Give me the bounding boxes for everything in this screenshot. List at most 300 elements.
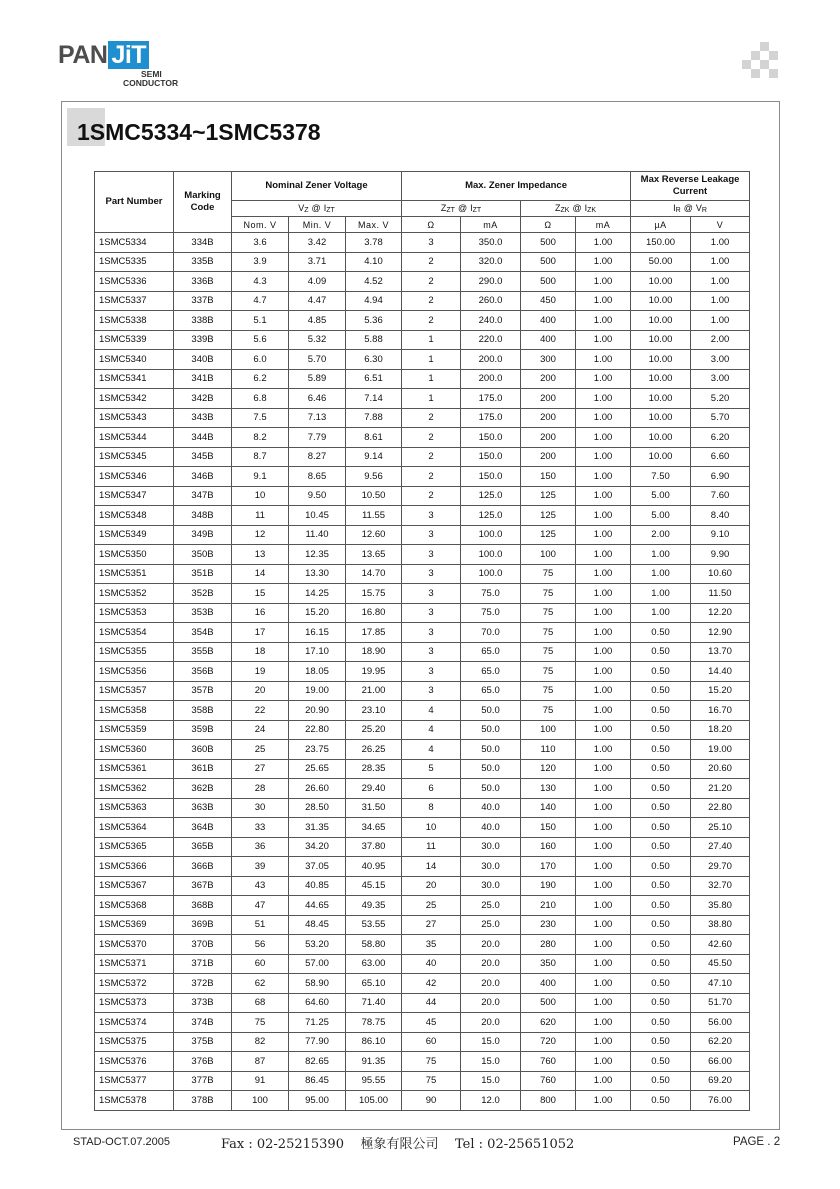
table-cell: 365B: [174, 837, 232, 857]
table-cell: 400: [521, 311, 576, 331]
page-title: 1SMC5334~1SMC5378: [77, 119, 321, 145]
table-cell: 8: [402, 798, 461, 818]
table-cell: 7.60: [691, 486, 750, 506]
table-cell: 37.05: [289, 857, 346, 877]
table-cell: 0.50: [631, 1091, 691, 1111]
table-cell: 76.00: [691, 1091, 750, 1111]
table-cell: 10.00: [631, 428, 691, 448]
table-cell: 1.00: [576, 564, 631, 584]
table-cell: 8.40: [691, 506, 750, 526]
table-cell: 1.00: [631, 603, 691, 623]
part-number-cell: 1SMC5363: [95, 798, 174, 818]
table-cell: 20: [402, 876, 461, 896]
table-cell: 0.50: [631, 720, 691, 740]
table-row: [95, 915, 750, 935]
table-cell: 1: [402, 350, 461, 370]
table-cell: 100.0: [461, 564, 521, 584]
table-cell: 375B: [174, 1032, 232, 1052]
table-cell: 15.75: [346, 584, 402, 604]
table-row: [95, 1052, 750, 1072]
table-row: [95, 603, 750, 623]
table-cell: 0.50: [631, 896, 691, 916]
table-cell: 6.30: [346, 350, 402, 370]
table-row: [95, 681, 750, 701]
table-cell: 353B: [174, 603, 232, 623]
table-cell: 62: [232, 974, 289, 994]
table-row: [95, 1071, 750, 1091]
table-cell: 20.90: [289, 701, 346, 721]
table-cell: 64.60: [289, 993, 346, 1013]
table-cell: 200.0: [461, 369, 521, 389]
part-number-cell: 1SMC5364: [95, 818, 174, 838]
table-row: [95, 272, 750, 292]
table-cell: 25.0: [461, 896, 521, 916]
table-cell: 125: [521, 486, 576, 506]
table-cell: 5.89: [289, 369, 346, 389]
table-cell: 361B: [174, 759, 232, 779]
table-cell: 3: [402, 623, 461, 643]
part-number-cell: 1SMC5353: [95, 603, 174, 623]
table-cell: 1.00: [576, 311, 631, 331]
table-cell: 260.0: [461, 291, 521, 311]
part-number-cell: 1SMC5334: [95, 233, 174, 253]
table-cell: 290.0: [461, 272, 521, 292]
table-cell: 500: [521, 993, 576, 1013]
table-row: [95, 740, 750, 760]
company-logo: [58, 40, 198, 90]
table-row: [95, 311, 750, 331]
unit-cell: Ω: [521, 217, 576, 233]
decorative-squares-icon: [742, 42, 782, 80]
table-cell: 18.20: [691, 720, 750, 740]
table-cell: 19.95: [346, 662, 402, 682]
table-cell: 355B: [174, 642, 232, 662]
unit-cell: mA: [461, 217, 521, 233]
table-cell: 95.55: [346, 1071, 402, 1091]
part-number-cell: 1SMC5355: [95, 642, 174, 662]
table-cell: 2: [402, 291, 461, 311]
table-cell: 16.80: [346, 603, 402, 623]
table-cell: 346B: [174, 467, 232, 487]
table-cell: 45.15: [346, 876, 402, 896]
table-cell: 3: [402, 584, 461, 604]
table-cell: 4: [402, 701, 461, 721]
unit-cell: Ω: [402, 217, 461, 233]
table-cell: 11.50: [691, 584, 750, 604]
table-cell: 4: [402, 740, 461, 760]
header-max-reverse-leakage: Max Reverse Leakage Current: [631, 172, 750, 201]
table-cell: 9.56: [346, 467, 402, 487]
table-cell: 33: [232, 818, 289, 838]
table-cell: 7.5: [232, 408, 289, 428]
table-cell: 4.10: [346, 252, 402, 272]
part-number-cell: 1SMC5335: [95, 252, 174, 272]
table-cell: 48.45: [289, 915, 346, 935]
table-cell: 6.0: [232, 350, 289, 370]
table-cell: 344B: [174, 428, 232, 448]
part-number-cell: 1SMC5337: [95, 291, 174, 311]
table-cell: 150: [521, 467, 576, 487]
table-cell: 150: [521, 818, 576, 838]
table-cell: 18.90: [346, 642, 402, 662]
table-cell: 40.85: [289, 876, 346, 896]
table-cell: 0.50: [631, 642, 691, 662]
table-cell: 14: [232, 564, 289, 584]
table-cell: 56.00: [691, 1013, 750, 1033]
table-cell: 78.75: [346, 1013, 402, 1033]
table-cell: 75: [521, 564, 576, 584]
table-cell: 0.50: [631, 974, 691, 994]
table-cell: 51.70: [691, 993, 750, 1013]
table-cell: 760: [521, 1071, 576, 1091]
table-cell: 378B: [174, 1091, 232, 1111]
table-cell: 335B: [174, 252, 232, 272]
table-cell: 75: [521, 642, 576, 662]
table-cell: 5.88: [346, 330, 402, 350]
part-number-cell: 1SMC5356: [95, 662, 174, 682]
table-cell: 50.0: [461, 779, 521, 799]
table-cell: 364B: [174, 818, 232, 838]
part-number-cell: 1SMC5352: [95, 584, 174, 604]
table-cell: 24: [232, 720, 289, 740]
table-cell: 8.65: [289, 467, 346, 487]
table-cell: 2: [402, 408, 461, 428]
table-cell: 3: [402, 681, 461, 701]
table-cell: 35.80: [691, 896, 750, 916]
table-cell: 5.1: [232, 311, 289, 331]
table-cell: 30.0: [461, 876, 521, 896]
table-cell: 11.55: [346, 506, 402, 526]
part-number-cell: 1SMC5373: [95, 993, 174, 1013]
table-cell: 25.10: [691, 818, 750, 838]
table-cell: 65.0: [461, 681, 521, 701]
table-row: [95, 623, 750, 643]
table-cell: 3: [402, 233, 461, 253]
part-number-cell: 1SMC5351: [95, 564, 174, 584]
table-cell: 16: [232, 603, 289, 623]
table-cell: 3: [402, 545, 461, 565]
table-cell: 20: [232, 681, 289, 701]
unit-cell: Max. V: [346, 217, 402, 233]
unit-cell: mA: [576, 217, 631, 233]
table-cell: 5.70: [691, 408, 750, 428]
table-cell: 60: [232, 954, 289, 974]
table-cell: 13.30: [289, 564, 346, 584]
table-cell: 1.00: [576, 486, 631, 506]
table-cell: 21.20: [691, 779, 750, 799]
table-cell: 13.65: [346, 545, 402, 565]
table-cell: 1.00: [576, 701, 631, 721]
table-cell: 3: [402, 642, 461, 662]
table-cell: 25.20: [346, 720, 402, 740]
table-cell: 3: [402, 564, 461, 584]
table-cell: 87: [232, 1052, 289, 1072]
table-cell: 1.00: [691, 252, 750, 272]
table-cell: 20.60: [691, 759, 750, 779]
table-cell: 9.1: [232, 467, 289, 487]
table-cell: 27.40: [691, 837, 750, 857]
table-cell: 40.0: [461, 798, 521, 818]
table-cell: 720: [521, 1032, 576, 1052]
table-cell: 366B: [174, 857, 232, 877]
table-cell: 90: [402, 1091, 461, 1111]
table-cell: 56: [232, 935, 289, 955]
table-cell: 362B: [174, 779, 232, 799]
table-cell: 300: [521, 350, 576, 370]
table-cell: 1.00: [691, 291, 750, 311]
table-cell: 1: [402, 330, 461, 350]
table-cell: 1.00: [576, 525, 631, 545]
table-cell: 2: [402, 311, 461, 331]
logo-jit: JiT: [108, 41, 149, 69]
table-cell: 350: [521, 954, 576, 974]
table-cell: 175.0: [461, 408, 521, 428]
table-cell: 1.00: [576, 837, 631, 857]
table-cell: 75: [402, 1052, 461, 1072]
table-cell: 16.15: [289, 623, 346, 643]
table-cell: 9.10: [691, 525, 750, 545]
table-cell: 28.35: [346, 759, 402, 779]
table-cell: 0.50: [631, 681, 691, 701]
subheader-zzk-izk: ZZK @ IZK: [521, 201, 631, 217]
table-cell: 100: [521, 720, 576, 740]
table-cell: 10.00: [631, 408, 691, 428]
table-cell: 1.00: [576, 233, 631, 253]
table-cell: 91.35: [346, 1052, 402, 1072]
table-cell: 11: [402, 837, 461, 857]
table-cell: 363B: [174, 798, 232, 818]
table-cell: 39: [232, 857, 289, 877]
table-cell: 1.00: [576, 467, 631, 487]
table-cell: 0.50: [631, 915, 691, 935]
table-row: [95, 779, 750, 799]
part-number-cell: 1SMC5371: [95, 954, 174, 974]
table-row: [95, 1032, 750, 1052]
subheader-zzt-izt: ZZT @ IZT: [402, 201, 521, 217]
table-cell: 367B: [174, 876, 232, 896]
table-cell: 25.0: [461, 915, 521, 935]
table-cell: 3.78: [346, 233, 402, 253]
table-cell: 200: [521, 369, 576, 389]
table-cell: 15.0: [461, 1052, 521, 1072]
table-cell: 1.00: [576, 798, 631, 818]
table-row: [95, 935, 750, 955]
table-cell: 7.13: [289, 408, 346, 428]
table-cell: 370B: [174, 935, 232, 955]
table-row: [95, 876, 750, 896]
table-cell: 1.00: [576, 642, 631, 662]
table-cell: 75: [521, 662, 576, 682]
table-cell: 75: [232, 1013, 289, 1033]
table-cell: 339B: [174, 330, 232, 350]
table-cell: 200.0: [461, 350, 521, 370]
table-cell: 0.50: [631, 1032, 691, 1052]
table-cell: 1.00: [576, 1013, 631, 1033]
header-max-zener-impedance: Max. Zener Impedance: [402, 172, 631, 201]
table-cell: 49.35: [346, 896, 402, 916]
table-cell: 15.20: [289, 603, 346, 623]
table-cell: 6.51: [346, 369, 402, 389]
part-number-cell: 1SMC5339: [95, 330, 174, 350]
table-cell: 0.50: [631, 779, 691, 799]
table-cell: 77.90: [289, 1032, 346, 1052]
footer-doc-code: STAD-OCT.07.2005: [73, 1136, 171, 1148]
table-cell: 400: [521, 330, 576, 350]
table-row: [95, 486, 750, 506]
table-cell: 371B: [174, 954, 232, 974]
table-cell: 91: [232, 1071, 289, 1091]
table-cell: 1.00: [576, 603, 631, 623]
table-cell: 65.0: [461, 662, 521, 682]
table-row: [95, 993, 750, 1013]
table-cell: 50.0: [461, 720, 521, 740]
part-number-cell: 1SMC5346: [95, 467, 174, 487]
part-number-cell: 1SMC5362: [95, 779, 174, 799]
table-cell: 0.50: [631, 954, 691, 974]
table-cell: 44.65: [289, 896, 346, 916]
table-cell: 0.50: [631, 740, 691, 760]
table-cell: 500: [521, 233, 576, 253]
table-cell: 620: [521, 1013, 576, 1033]
table-cell: 1.00: [576, 291, 631, 311]
table-cell: 4.85: [289, 311, 346, 331]
table-cell: 200: [521, 428, 576, 448]
table-cell: 60: [402, 1032, 461, 1052]
table-cell: 18.05: [289, 662, 346, 682]
table-cell: 30.0: [461, 857, 521, 877]
table-cell: 40.0: [461, 818, 521, 838]
table-cell: 20.0: [461, 974, 521, 994]
table-cell: 3.6: [232, 233, 289, 253]
table-cell: 51: [232, 915, 289, 935]
table-cell: 31.50: [346, 798, 402, 818]
table-cell: 15.0: [461, 1071, 521, 1091]
table-cell: 66.00: [691, 1052, 750, 1072]
table-cell: 358B: [174, 701, 232, 721]
table-cell: 350.0: [461, 233, 521, 253]
table-cell: 0.50: [631, 876, 691, 896]
table-cell: 5.32: [289, 330, 346, 350]
table-cell: 336B: [174, 272, 232, 292]
table-cell: 50.00: [631, 252, 691, 272]
table-cell: 4.3: [232, 272, 289, 292]
table-row: [95, 389, 750, 409]
table-cell: 2: [402, 486, 461, 506]
table-cell: 1.00: [576, 1091, 631, 1111]
table-cell: 75: [521, 603, 576, 623]
table-cell: 372B: [174, 974, 232, 994]
table-cell: 25: [402, 896, 461, 916]
part-number-cell: 1SMC5376: [95, 1052, 174, 1072]
table-row: [95, 1091, 750, 1111]
table-cell: 4: [402, 720, 461, 740]
table-cell: 28: [232, 779, 289, 799]
table-cell: 23.10: [346, 701, 402, 721]
table-cell: 17: [232, 623, 289, 643]
table-cell: 50.0: [461, 759, 521, 779]
table-cell: 1.00: [576, 857, 631, 877]
table-cell: 36: [232, 837, 289, 857]
table-cell: 150.0: [461, 467, 521, 487]
part-number-cell: 1SMC5374: [95, 1013, 174, 1033]
table-cell: 10.45: [289, 506, 346, 526]
table-row: [95, 369, 750, 389]
table-cell: 14: [402, 857, 461, 877]
table-row: [95, 798, 750, 818]
table-cell: 9.50: [289, 486, 346, 506]
table-cell: 1.00: [576, 272, 631, 292]
table-cell: 1.00: [576, 779, 631, 799]
table-cell: 348B: [174, 506, 232, 526]
table-cell: 368B: [174, 896, 232, 916]
part-number-cell: 1SMC5378: [95, 1091, 174, 1111]
part-number-cell: 1SMC5344: [95, 428, 174, 448]
table-cell: 0.50: [631, 759, 691, 779]
table-cell: 13.70: [691, 642, 750, 662]
unit-cell: V: [691, 217, 750, 233]
table-cell: 8.27: [289, 447, 346, 467]
table-cell: 27: [402, 915, 461, 935]
table-cell: 14.40: [691, 662, 750, 682]
table-cell: 10.00: [631, 389, 691, 409]
table-cell: 69.20: [691, 1071, 750, 1091]
table-cell: 22.80: [289, 720, 346, 740]
table-cell: 14.70: [346, 564, 402, 584]
part-number-cell: 1SMC5372: [95, 974, 174, 994]
table-cell: 2.00: [631, 525, 691, 545]
table-cell: 4.09: [289, 272, 346, 292]
table-cell: 1.00: [576, 876, 631, 896]
table-cell: 1.00: [576, 506, 631, 526]
table-cell: 340B: [174, 350, 232, 370]
table-cell: 15.20: [691, 681, 750, 701]
table-cell: 8.61: [346, 428, 402, 448]
table-cell: 220.0: [461, 330, 521, 350]
table-cell: 125.0: [461, 486, 521, 506]
table-cell: 1.00: [576, 584, 631, 604]
table-cell: 1.00: [576, 252, 631, 272]
logo-sub-semi: SEMI: [141, 69, 162, 79]
table-cell: 1.00: [576, 681, 631, 701]
table-row: [95, 584, 750, 604]
table-cell: 2: [402, 252, 461, 272]
table-row: [95, 837, 750, 857]
table-cell: 10: [402, 818, 461, 838]
table-body: [95, 233, 750, 1111]
table-cell: 19.00: [691, 740, 750, 760]
table-row: [95, 330, 750, 350]
table-cell: 1.00: [576, 720, 631, 740]
table-cell: 2: [402, 467, 461, 487]
table-cell: 1.00: [576, 1052, 631, 1072]
table-cell: 800: [521, 1091, 576, 1111]
table-cell: 86.45: [289, 1071, 346, 1091]
table-cell: 10.00: [631, 369, 691, 389]
part-number-cell: 1SMC5377: [95, 1071, 174, 1091]
table-row: [95, 642, 750, 662]
table-row: [95, 233, 750, 253]
table-cell: 377B: [174, 1071, 232, 1091]
table-cell: 125: [521, 506, 576, 526]
table-cell: 1.00: [691, 311, 750, 331]
table-cell: 349B: [174, 525, 232, 545]
table-cell: 170: [521, 857, 576, 877]
table-cell: 10.00: [631, 330, 691, 350]
table-cell: 14.25: [289, 584, 346, 604]
table-cell: 1.00: [631, 584, 691, 604]
table-cell: 17.10: [289, 642, 346, 662]
table-cell: 86.10: [346, 1032, 402, 1052]
